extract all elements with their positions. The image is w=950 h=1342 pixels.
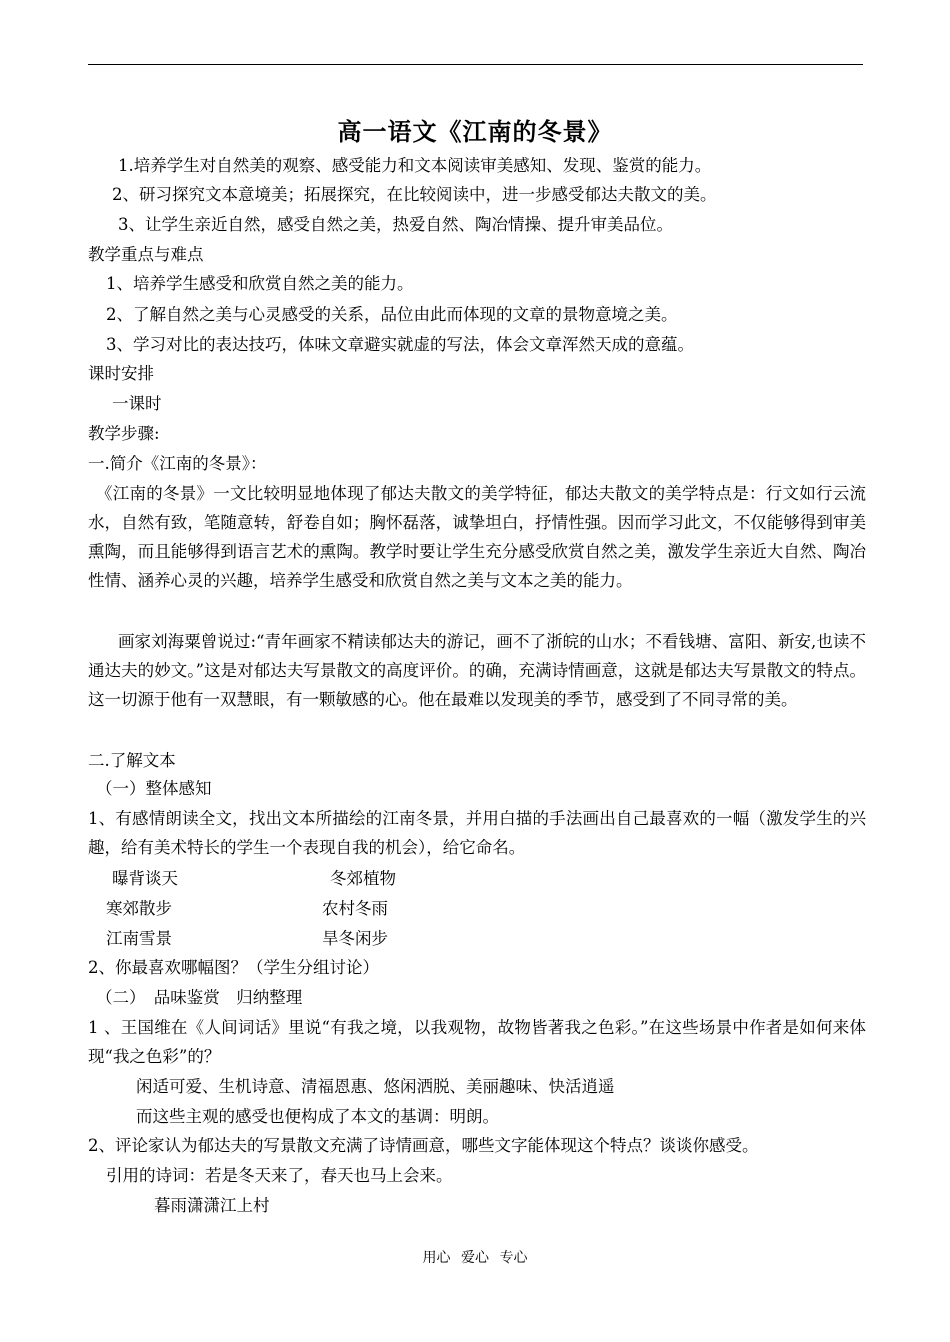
- question-4: 2、评论家认为郁达夫的写景散文充满了诗情画意，哪些文字能体现这个特点？谈谈你感受。: [88, 1136, 759, 1155]
- scene-list-item: 农村冬雨: [322, 899, 388, 918]
- objective-2: 2、研习探究文本意境美；拓展探究，在比较阅读中，进一步感受郁达夫散文的美。: [112, 185, 717, 204]
- schedule-value: 一课时: [112, 394, 162, 413]
- scene-list-item: 寒郊散步: [106, 899, 172, 918]
- intro-paragraph-2: 画家刘海粟曾说过:“青年画家不精读郁达夫的游记，画不了浙皖的山水；不看钱塘、富阳、新安,也读不通达夫的妙文。”这是对郁达夫写景散文的高度评价。的确，充满诗情画意，这就是郁达夫写景散文的特点。这一切源于他有一双慧眼，有一颗敏感的心。他在最难以发现美的季节，感受到了不同寻常的美。: [88, 632, 866, 709]
- subsection2-heading: （二） 品味鉴赏 归纳整理: [96, 988, 303, 1007]
- key-points-heading: 教学重点与难点: [88, 245, 204, 264]
- objective-1: 1.培养学生对自然美的观察、感受能力和文本阅读审美感知、发现、鉴赏的能力。: [118, 156, 712, 175]
- poem-line: 暮雨潇潇江上村: [154, 1196, 270, 1215]
- page-title: 高一语文《江南的冬景》: [337, 117, 613, 146]
- objective-3: 3、让学生亲近自然，感受自然之美，热爱自然、陶冶情操、提升审美品位。: [118, 215, 673, 234]
- key-point-2: 2、了解自然之美与心灵感受的关系，品位由此而体现的文章的景物意境之美。: [106, 305, 678, 324]
- key-point-1: 1、培养学生感受和欣赏自然之美的能力。: [106, 274, 414, 293]
- subsection1-heading: （一）整体感知: [96, 779, 212, 798]
- question-1: 1、有感情朗读全文，找出文本所描绘的江南冬景，并用白描的手法画出自己最喜欢的一幅（激发学生的兴趣，给有美术特长的学生一个表现自我的机会），给它命名。: [88, 809, 866, 857]
- page-footer: 用心 爱心 专心: [422, 1250, 528, 1266]
- scene-list-item: 旱冬闲步: [322, 929, 388, 948]
- question-3: 1 、王国维在《人间词话》里说“有我之境，以我观物，故物皆著我之色彩。”在这些场景中作者是如何来体现“我之色彩”的？: [88, 1018, 866, 1066]
- section1-heading: 一.简介《江南的冬景》：: [88, 454, 267, 473]
- scene-list-item: 曝背谈天: [112, 869, 178, 888]
- steps-heading: 教学步骤:: [88, 424, 160, 443]
- header-rule: [88, 64, 863, 65]
- question-3-answer-1: 闲适可爱、生机诗意、清福恩惠、悠闲洒脱、美丽趣味、快活逍遥: [136, 1077, 615, 1096]
- key-point-3: 3、学习对比的表达技巧，体味文章避实就虚的写法，体会文章浑然天成的意蕴。: [106, 335, 694, 354]
- question-3-answer-2: 而这些主观的感受也便构成了本文的基调：明朗。: [136, 1107, 499, 1126]
- question-2: 2、你最喜欢哪幅图？（学生分组讨论）: [88, 958, 379, 977]
- poem-intro: 引用的诗词：若是冬天来了，春天也马上会来。: [106, 1166, 453, 1185]
- schedule-heading: 课时安排: [88, 364, 154, 383]
- scene-list-item: 江南雪景: [106, 929, 172, 948]
- section2-heading: 二.了解文本: [88, 751, 176, 770]
- intro-paragraph-1: 《江南的冬景》一文比较明显地体现了郁达夫散文的美学特征，郁达夫散文的美学特点是：行文如行云流水，自然有致，笔随意转，舒卷自如；胸怀磊落，诚挚坦白，抒情性强。因而学习此文，不仅能够得到审美熏陶，而且能够得到语言艺术的熏陶。教学时要让学生充分感受欣赏自然之美，激发学生亲近大自然、陶冶性情、涵养心灵的兴趣，培养学生感受和欣赏自然之美与文本之美的能力。: [88, 484, 866, 590]
- scene-list-item: 冬郊植物: [330, 869, 396, 888]
